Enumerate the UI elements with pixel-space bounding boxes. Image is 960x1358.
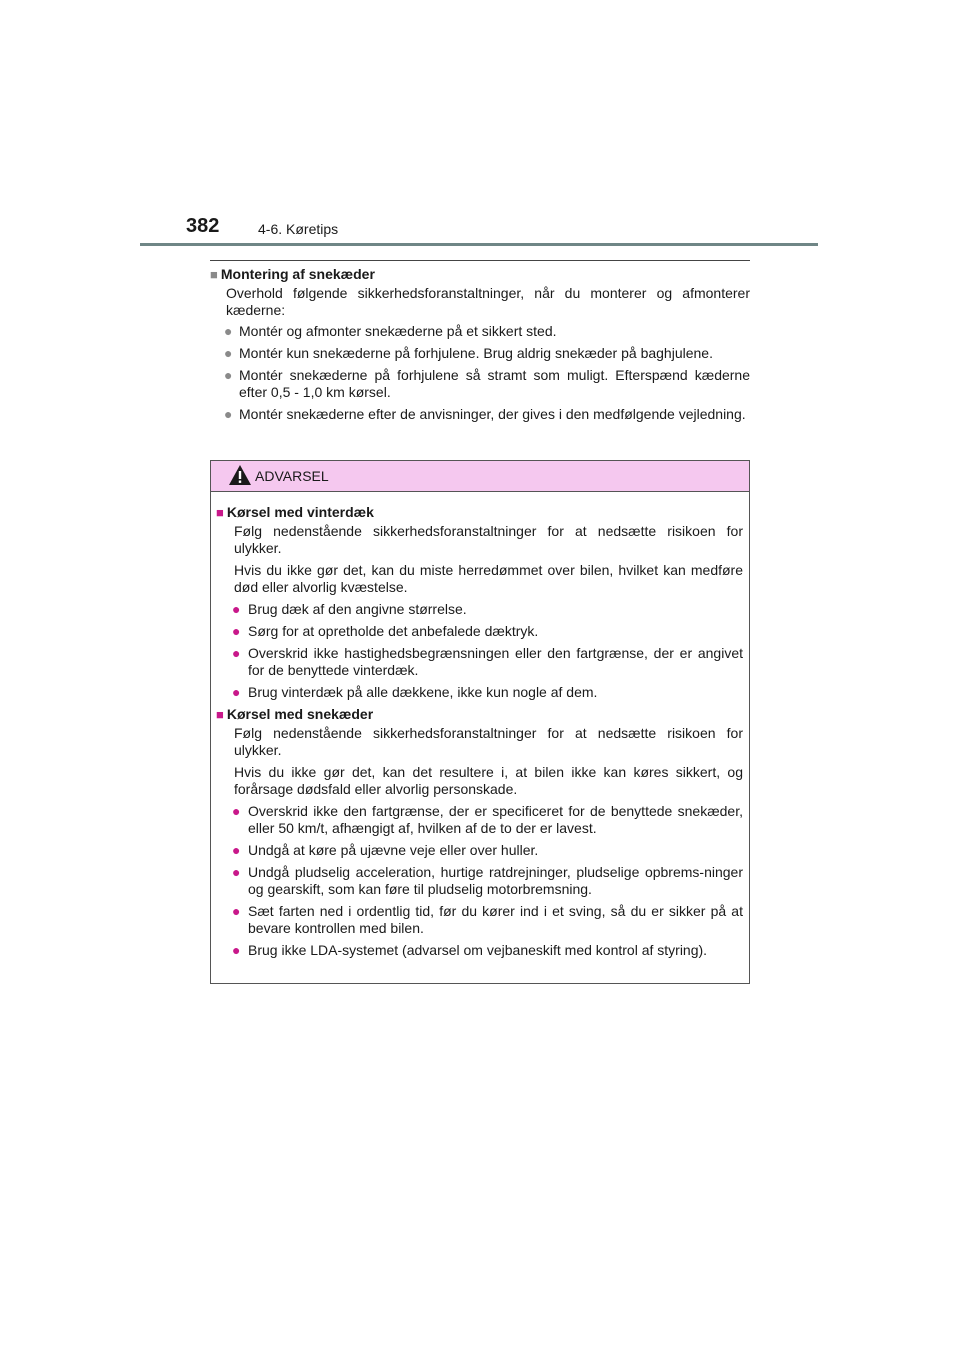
list-item: ● Montér snekæderne på forhjulene så stramt som muligt. Efterspænd kæderne efter 0,5 - 1,0 km kørsel. — [224, 367, 750, 400]
chains-para-1: Følg nedenstående sikkerhedsforanstaltninger for at nedsætte risikoen for ulykker. — [234, 725, 743, 758]
circle-bullet-icon: ● — [224, 367, 233, 383]
list-item: ● Montér og afmonter snekæderne på et sikkert sted. — [224, 323, 557, 339]
circle-bullet-icon: ● — [224, 323, 233, 339]
circle-bullet-icon: ● — [232, 903, 241, 919]
warning-triangle-icon — [228, 464, 252, 486]
winter-para-1: Følg nedenstående sikkerhedsforanstaltninger for at nedsætte risikoen for ulykker. — [234, 523, 743, 556]
content-rule — [210, 260, 750, 261]
winter-para-2: Hvis du ikke gør det, kan du miste herredømmet over bilen, hvilket kan medføre død eller alvorlig kvæstelse. — [234, 562, 743, 595]
warning-label: ADVARSEL — [255, 468, 329, 484]
warning-box — [210, 460, 750, 984]
circle-bullet-icon: ● — [232, 645, 241, 661]
header-rule — [140, 243, 818, 246]
square-icon: ■ — [210, 267, 218, 282]
list-item: ● Montér kun snekæderne på forhjulene. Brug aldrig snekæder på baghjulene. — [224, 345, 713, 361]
winter-heading: ■ Kørsel med vinterdæk — [216, 504, 374, 520]
mounting-heading — [210, 266, 750, 283]
circle-bullet-icon: ● — [232, 623, 241, 639]
list-item: ● Overskrid ikke den fartgrænse, der er specificeret for de benyttede snekæder, eller 50 km/t, afhængigt af, hvilken af de to der er lavest. — [232, 803, 743, 836]
circle-bullet-icon: ● — [232, 842, 241, 858]
list-item: ● Undgå at køre på ujævne veje eller over huller. — [232, 842, 539, 858]
circle-bullet-icon: ● — [224, 406, 233, 422]
list-item: ● Sæt farten ned i ordentlig tid, før du kører ind i et sving, så du er sikker på at bevare kontrollen med bilen. — [232, 903, 743, 936]
circle-bullet-icon: ● — [232, 942, 241, 958]
circle-bullet-icon: ● — [232, 803, 241, 819]
mounting-intro: Overhold følgende sikkerhedsforanstaltninger, når du monterer og afmonterer kæderne: — [226, 285, 750, 318]
list-item: ● Overskrid ikke hastighedsbegrænsningen eller den fartgrænse, der er angivet for de benyttede vinterdæk. — [232, 645, 743, 678]
list-item: ● Brug dæk af den angivne størrelse. — [232, 601, 467, 617]
circle-bullet-icon: ● — [224, 345, 233, 361]
list-item: ● Brug vinterdæk på alle dækkene, ikke kun nogle af dem. — [232, 684, 598, 700]
circle-bullet-icon: ● — [232, 864, 241, 880]
page-number: 382 — [186, 215, 220, 237]
list-item: ● Brug ikke LDA-systemet (advarsel om vejbaneskift med kontrol af styring). — [232, 942, 708, 958]
chains-heading: ■ Kørsel med snekæder — [216, 706, 374, 722]
square-icon: ■ — [216, 707, 224, 722]
chains-para-2: Hvis du ikke gør det, kan det resultere i, at bilen ikke kan køres sikkert, og forårsage dødsfald eller alvorlig personskade. — [234, 764, 743, 797]
circle-bullet-icon: ● — [232, 684, 241, 700]
square-icon: ■ — [216, 505, 224, 520]
warning-body — [211, 492, 749, 959]
mounting-section — [210, 266, 750, 428]
warning-header — [211, 461, 749, 492]
list-item: ● Montér snekæderne efter de anvisninger, der gives i den medfølgende vejledning. — [224, 406, 746, 422]
mounting-heading-text: Montering af snekæder — [220, 266, 375, 282]
circle-bullet-icon: ● — [232, 601, 241, 617]
section-title: 4-6. Køretips — [258, 221, 339, 237]
list-item: ● Undgå pludselig acceleration, hurtige ratdrejninger, pludselige opbrems-ninger og gearskift, som kan føre til pludselig motorbremsning. — [232, 864, 743, 897]
list-item: ● Sørg for at opretholde det anbefalede dæktryk. — [232, 623, 539, 639]
